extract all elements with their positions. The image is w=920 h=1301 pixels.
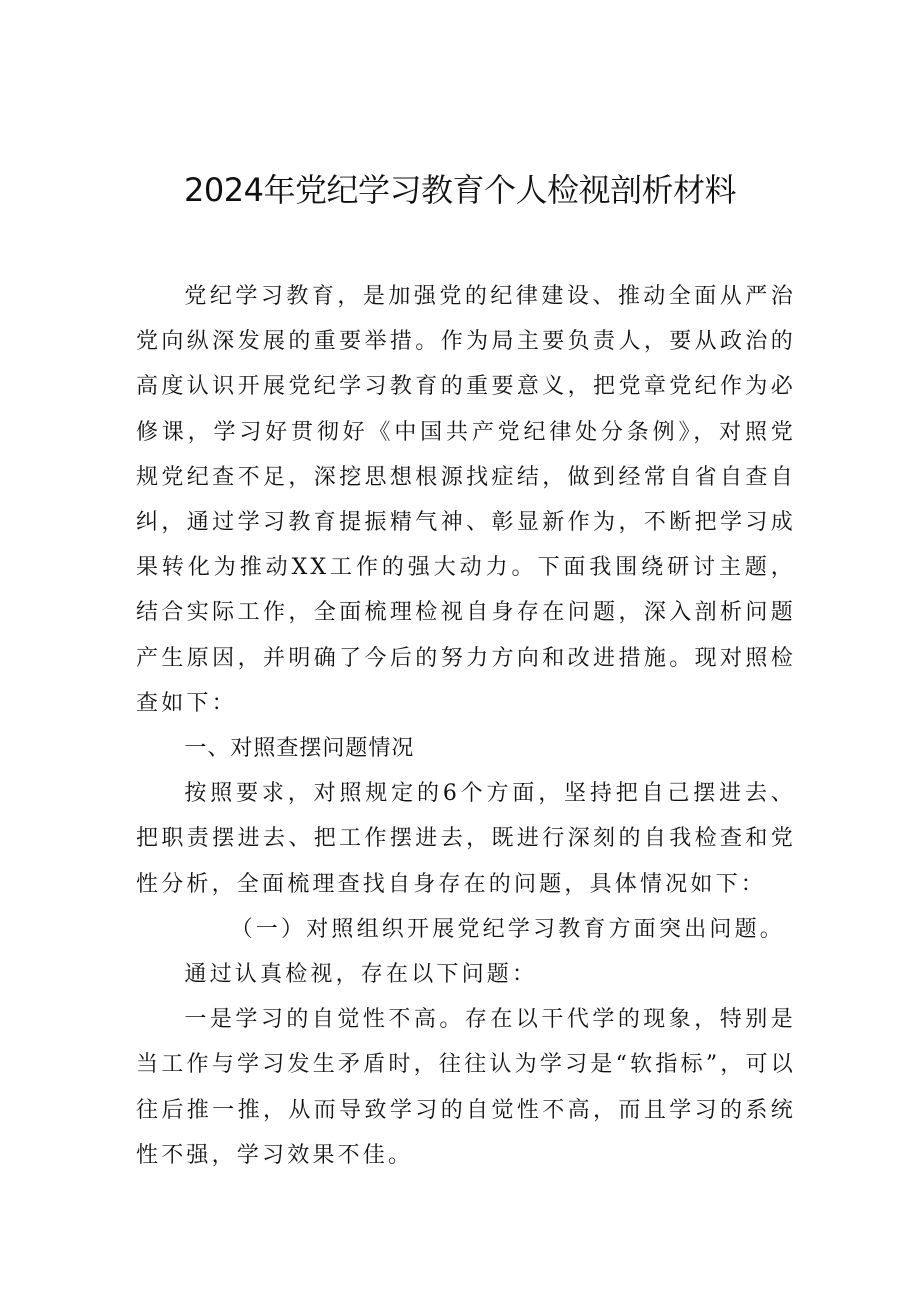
section-intro-paragraph: 按照要求，对照规定的6个方面，坚持把自己摆进去、把职责摆进去、把工作摆进去，既进行深刻的自我检查和党性分析，全面梳理查找自身存在的问题，具体情况如下： <box>136 781 796 897</box>
section-heading: 一、对照查摆问题情况 <box>184 736 415 762</box>
review-paragraph: 通过认真检视，存在以下问题： <box>184 962 538 988</box>
intro-paragraph: 党纪学习教育，是加强党的纪律建设、推动全面从严治党向纵深发展的重要举措。作为局主要负责人，要从政治的高度认识开展党纪学习教育的重要意义，把党章党纪作为必修课，学习好贯彻好《中国共产党纪律处分条例》，对照党规党纪查不足，深挖思想根源找症结，做到经常自省自查自纠，通过学习教育提振精气神、彰显新作为，不断把学习成果转化为推动XX工作的强大动力。下面我围绕研讨主题，结合实际工作，全面梳理检视自身存在问题，深入剖析问题产生原因，并明确了今后的努力方向和改进措施。现对照检查如下： <box>136 284 796 716</box>
document-title: 2024年党纪学习教育个人检视剖析材料 <box>184 171 736 209</box>
issue-paragraph: 一是学习的自觉性不高。存在以干代学的现象，特别是当工作与学习发生矛盾时，往往认为学习是“软指标”，可以往后推一推，从而导致学习的自觉性不高，而且学习的系统性不强，学习效果不佳。 <box>136 1007 796 1168</box>
subsection-heading: （一）对照组织开展党纪学习教育方面突出问题。 <box>230 916 785 942</box>
document-body <box>136 274 796 1178</box>
